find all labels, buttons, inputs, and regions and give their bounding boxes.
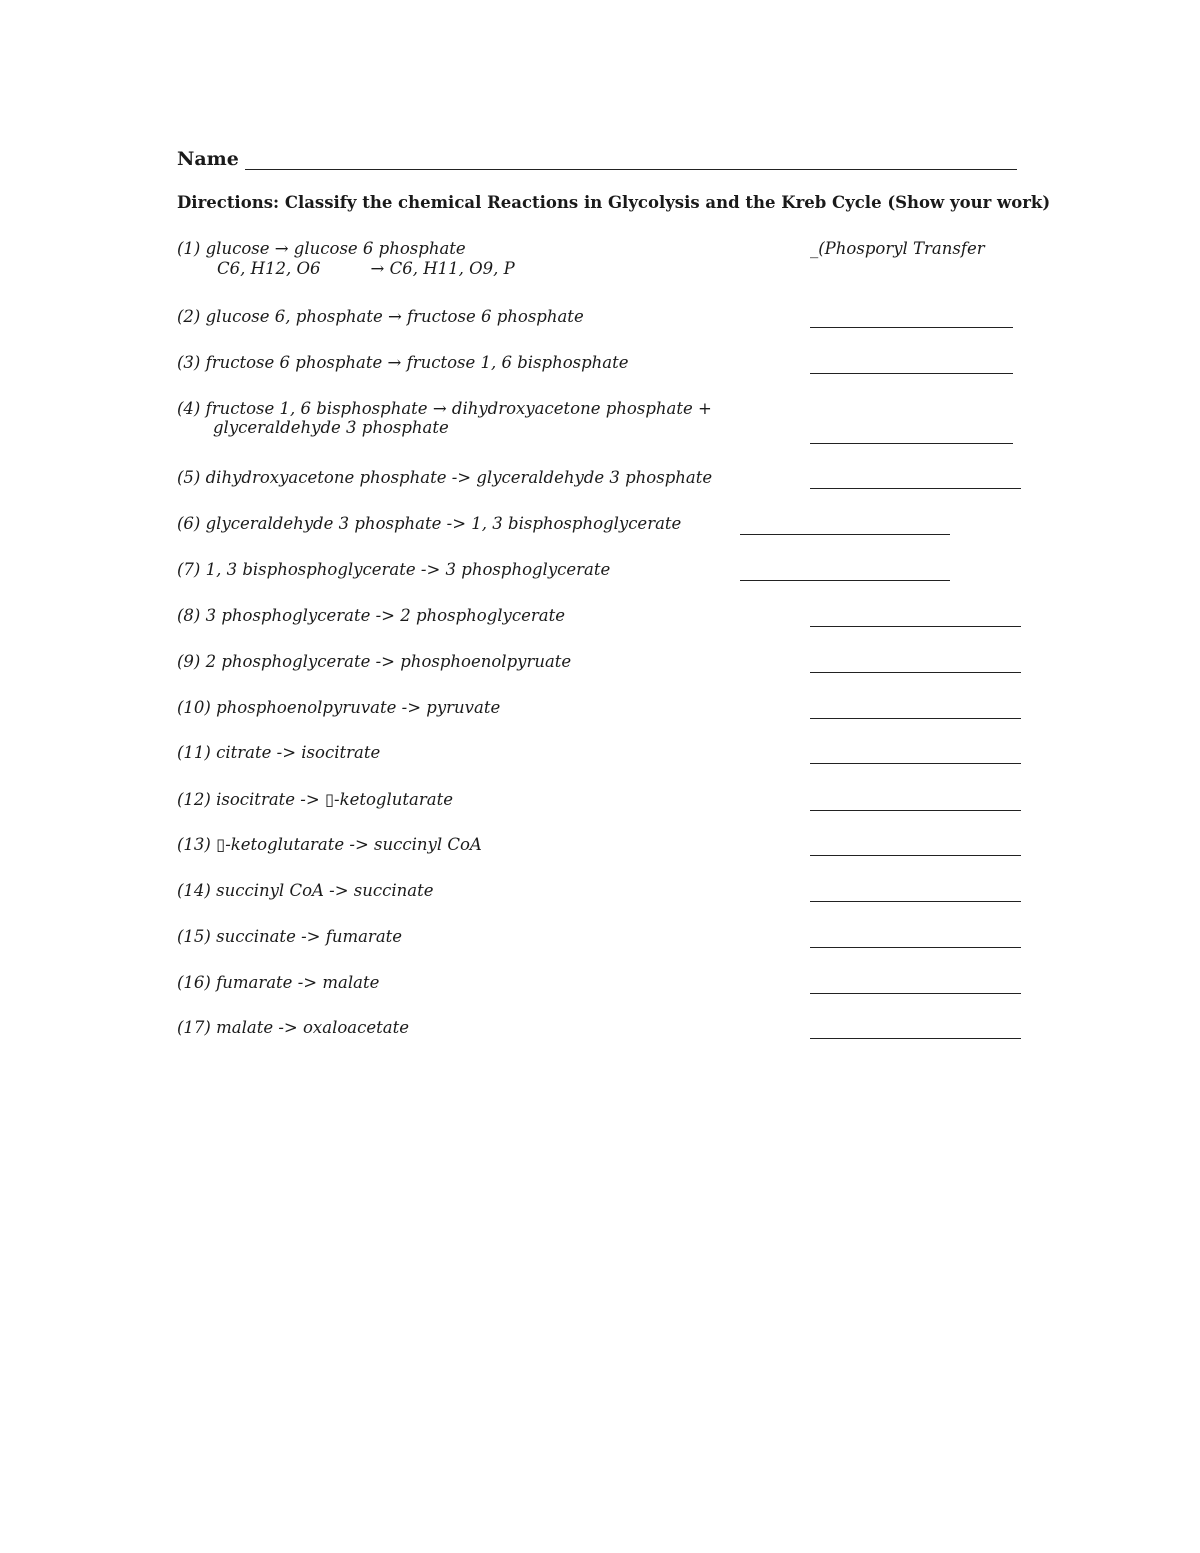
question-12-text: (12) isocitrate -> ▯-ketoglutarate xyxy=(177,790,453,809)
question-9-text: (9) 2 phosphoglycerate -> phosphoenolpyruate xyxy=(177,652,572,671)
answer-blank-5[interactable] xyxy=(810,472,1021,489)
answer-blank-10[interactable] xyxy=(810,702,1021,719)
answer-blank-13[interactable] xyxy=(810,839,1021,856)
question-6 xyxy=(177,514,681,533)
question-4 xyxy=(177,399,712,437)
answer-blank-17[interactable] xyxy=(810,1022,1021,1039)
question-17-text: (17) malate -> oxaloacetate xyxy=(177,1018,409,1037)
question-10-text: (10) phosphoenolpyruvate -> pyruvate xyxy=(177,698,501,717)
question-10 xyxy=(177,698,500,717)
question-3-text: (3) fructose 6 phosphate → fructose 1, 6 bisphosphate xyxy=(177,353,629,372)
question-16-text: (16) fumarate -> malate xyxy=(177,973,380,992)
name-field[interactable] xyxy=(245,151,1017,170)
question-2 xyxy=(177,307,584,326)
question-5-text: (5) dihydroxyacetone phosphate -> glyceraldehyde 3 phosphate xyxy=(177,468,713,487)
question-16 xyxy=(177,973,379,992)
question-12 xyxy=(177,790,453,809)
question-15-text: (15) succinate -> fumarate xyxy=(177,927,403,946)
question-14 xyxy=(177,881,434,900)
directions-text: Directions: Classify the chemical Reactions in Glycolysis and the Kreb Cycle (Show your work) xyxy=(177,193,1051,212)
answer-blank-3[interactable] xyxy=(810,357,1013,374)
question-7 xyxy=(177,560,610,579)
formula-product: → C6, H11, O9, P xyxy=(370,259,515,278)
question-8 xyxy=(177,606,565,625)
question-15 xyxy=(177,927,402,946)
question-2-text: (2) glucose 6, phosphate → fructose 6 phosphate xyxy=(177,307,584,326)
answer-blank-7[interactable] xyxy=(740,564,950,581)
question-11 xyxy=(177,743,380,762)
name-row xyxy=(177,144,1017,170)
answer-blank-11[interactable] xyxy=(810,747,1021,764)
name-label: Name xyxy=(177,148,239,170)
question-13-text: (13) ▯-ketoglutarate -> succinyl CoA xyxy=(177,835,482,854)
answer-blank-15[interactable] xyxy=(810,931,1021,948)
answer-blank-14[interactable] xyxy=(810,885,1021,902)
answer-1[interactable]: _(Phosporyl Transfer xyxy=(810,239,985,258)
question-4-text-cont: glyceraldehyde 3 phosphate xyxy=(213,418,449,437)
answer-blank-8[interactable] xyxy=(810,610,1021,627)
question-4-text: (4) fructose 1, 6 bisphosphate → dihydroxyacetone phosphate + xyxy=(177,399,712,418)
question-7-text: (7) 1, 3 bisphosphoglycerate -> 3 phosphoglycerate xyxy=(177,560,611,579)
question-8-text: (8) 3 phosphoglycerate -> 2 phosphoglycerate xyxy=(177,606,565,625)
question-3 xyxy=(177,353,629,372)
question-9 xyxy=(177,652,571,671)
question-5 xyxy=(177,468,712,487)
question-6-text: (6) glyceraldehyde 3 phosphate -> 1, 3 bisphosphoglycerate xyxy=(177,514,682,533)
question-1 xyxy=(177,239,515,278)
answer-blank-4[interactable] xyxy=(810,427,1013,444)
question-13 xyxy=(177,835,482,854)
question-1-formula xyxy=(177,259,515,278)
answer-blank-12[interactable] xyxy=(810,794,1021,811)
formula-reactant: C6, H12, O6 xyxy=(217,259,321,278)
answer-blank-2[interactable] xyxy=(810,311,1013,328)
question-1-text: (1) glucose → glucose 6 phosphate xyxy=(177,239,466,258)
question-17 xyxy=(177,1018,409,1037)
question-11-text: (11) citrate -> isocitrate xyxy=(177,743,381,762)
answer-blank-16[interactable] xyxy=(810,977,1021,994)
answer-blank-9[interactable] xyxy=(810,656,1021,673)
question-14-text: (14) succinyl CoA -> succinate xyxy=(177,881,434,900)
answer-blank-6[interactable] xyxy=(740,518,950,535)
